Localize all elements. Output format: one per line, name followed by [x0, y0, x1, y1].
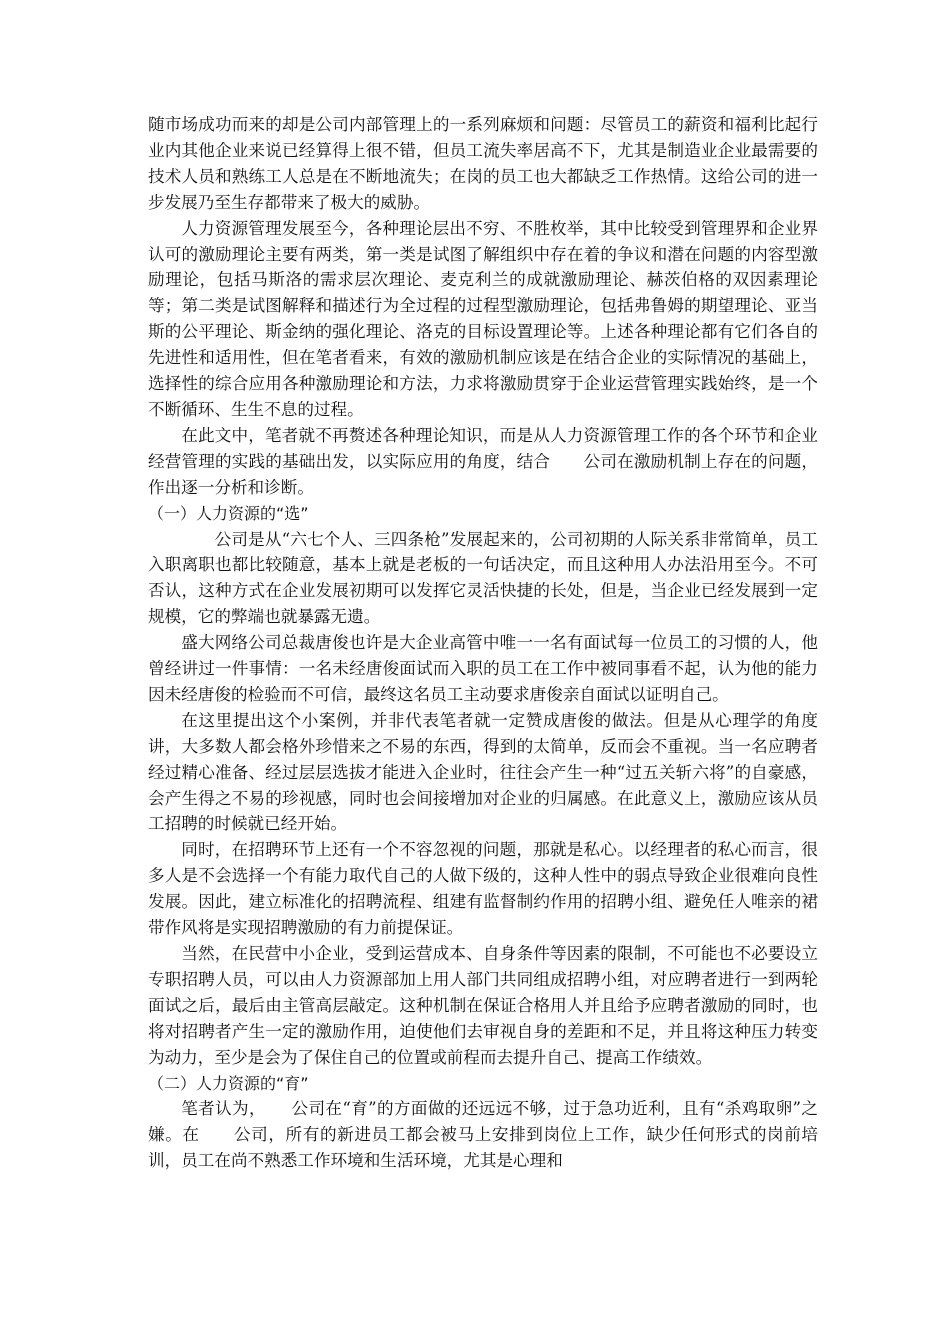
- paragraph-company-history: 公司是从“六七个人、三四条枪”发展起来的，公司初期的人际关系非常简单，员工入职离职也都比较随意，基本上就是老板的一句话决定，而且这种用人办法沿用至今。不可否认，这种方式在企业发展初期可以发挥它灵活快捷的长处，但是，当企业已经发展到一定规模，它的弊端也就暴露无遗。: [148, 529, 818, 627]
- paragraph-intro-problems: 随市场成功而来的却是公司内部管理上的一系列麻烦和问题：尽管员工的薪资和福利比起行业内其他企业来说已经算得上很不错，但员工流失率居高不下，尤其是制造业企业最需要的技术人员和熟练工人总是在不断地流失；在岗的员工也大都缺乏工作热情。这给公司的进一步发展乃至生存都带来了极大的威胁。: [148, 115, 818, 212]
- paragraph-training: 笔者认为， 公司在“育”的方面做的还远远不够，过于急功近利，且有“杀鸡取卵”之嫌。在 公司，所有的新进员工都会被马上安排到岗位上工作，缺少任何形式的岗前培训，员工在尚不熟悉工作环境和生活环境，尤其是心理和: [148, 1099, 818, 1171]
- paragraph-article-approach: 在此文中，笔者就不再赘述各种理论知识，而是从人力资源管理工作的各个环节和企业经营管理的实践的基础出发，以实际应用的角度，结合 公司在激励机制上存在的问题，作出逐一分析和诊断。: [148, 425, 818, 497]
- paragraph-shanda-case: 盛大网络公司总裁唐俊也许是大企业高管中唯一一名有面试每一位员工的习惯的人，他曾经讲过一件事情：一名未经唐俊面试而入职的员工在工作中被同事看不起，认为他的能力因未经唐俊的检验而不可信，最终这名员工主动要求唐俊亲自面试以证明自己。: [148, 633, 818, 704]
- paragraph-sme-recruitment: 当然，在民营中小企业，受到运营成本、自身条件等因素的限制，不可能也不必要设立专职招聘人员，可以由人力资源部加上用人部门共同组成招聘小组，对应聘者进行一到两轮面试之后，最后由主管高层敲定。这种机制在保证合格用人并且给予应聘者激励的同时，也将对招聘者产生一定的激励作用，迫使他们去审视自身的差距和不足，并且将这种压力转变为动力，至少是会为了保住自己的位置或前程而去提升自己、提高工作绩效。: [148, 944, 818, 1067]
- paragraph-psychology: 在这里提出这个小案例，并非代表笔者就一定赞成唐俊的做法。但是从心理学的角度讲，大多数人都会格外珍惜来之不易的东西，得到的太简单，反而会不重视。当一名应聘者经过精心准备、经过层层选拔才能进入企业时，往往会产生一种“过五关斩六将”的自豪感，会产生得之不易的珍视感，同时也会间接增加对企业的归属感。在此意义上，激励应该从员工招聘的时候就已经开始。: [148, 710, 818, 834]
- document-body: [148, 112, 818, 1174]
- section-heading-selection: （一）人力资源的“选”: [148, 503, 309, 523]
- section-heading-development: （二）人力资源的“育”: [148, 1073, 309, 1093]
- paragraph-selfishness: 同时，在招聘环节上还有一个不容忽视的问题，那就是私心。以经理者的私心而言，很多人是不会选择一个有能力取代自己的人做下级的，这种人性中的弱点导致企业很难向良性发展。因此，建立标准化的招聘流程、组建有监督制约作用的招聘小组、避免任人唯亲的裙带作风将是实现招聘激励的有力前提保证。: [148, 840, 818, 938]
- paragraph-motivation-theories: 人力资源管理发展至今，各种理论层出不穷、不胜枚举，其中比较受到管理界和企业界认可的激励理论主要有两类，第一类是试图了解组织中存在着的争议和潜在问题的内容型激励理论，包括马斯洛的需求层次理论、麦克利兰的成就激励理论、赫茨伯格的双因素理论等；第二类是试图解释和描述行为全过程的过程型激励理论，包括弗鲁姆的期望理论、亚当斯的公平理论、斯金纳的强化理论、洛克的目标设置理论等。上述各种理论都有它们各自的先进性和适用性，但在笔者看来，有效的激励机制应该是在结合企业的实际情况的基础上，选择性的综合应用各种激励理论和方法，力求将激励贯穿于企业运营管理实践始终，是一个不断循环、生生不息的过程。: [148, 218, 818, 419]
